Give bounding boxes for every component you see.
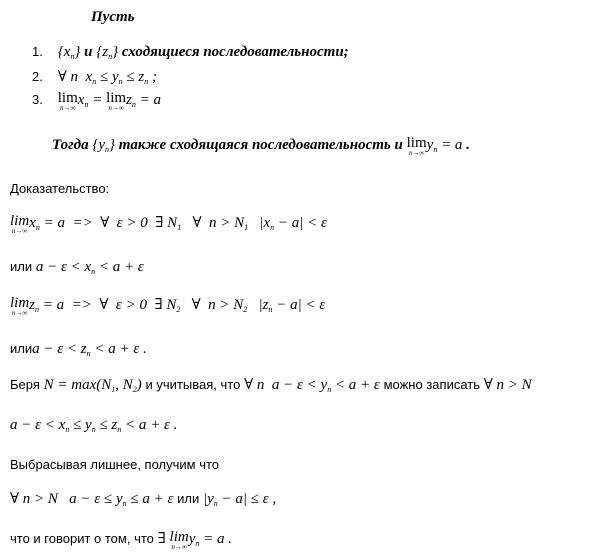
proof-line-1: lim n→∞ $x_n = a$ => ∀ ε > 0 ∃ $N_1$ ∀ $n > N_1$ $|x_n - a| < \varepsilon$ <box>10 213 327 235</box>
condition-1-seq-x: $\{x_n\}$ <box>57 44 81 61</box>
condition-2-number: 2. <box>32 69 43 84</box>
proof-line-7: Выбрасывая лишнее, получим что <box>10 457 220 472</box>
condition-1-and: и <box>84 44 93 60</box>
proof-line-3: lim n→∞ $z_n = a$ => ∀ ε > 0 ∃ $N_2$ ∀ $n > N_2$ $|z_n - a| < \varepsilon$ <box>10 295 326 317</box>
proof-line-8: ∀ n > N $a - \varepsilon \le y_n \le a + \varepsilon$ или $|y_n - a| \le \varepsilon$ , <box>10 491 277 508</box>
proof-heading: Доказательство: <box>10 181 110 196</box>
condition-3-number: 3. <box>32 92 43 107</box>
conclusion-lim: lim n→∞ <box>406 135 427 157</box>
condition-3: 3. lim n→∞ $x_n$ = lim n→∞ $z_n = a$ <box>32 90 162 112</box>
proof-line-2: или $a - \varepsilon < x_n < a + \varepsilon$ <box>10 259 144 276</box>
conclusion-text: также сходящаяся последовательность и <box>118 137 403 153</box>
conclusion-then: Тогда <box>52 137 89 153</box>
condition-3-lim-2: lim n→∞ <box>106 90 127 112</box>
condition-2-formula: ∀ n $x_n \le y_n \le z_n$ ; <box>57 69 157 86</box>
conclusion-seq: $\{y_n\}$ <box>92 137 116 154</box>
condition-1-seq-z: $\{z_n\}$ <box>96 44 119 61</box>
theorem-title: Пусть <box>91 9 135 25</box>
proof-line-6: $a - \varepsilon < x_n \le y_n \le z_n < a + \varepsilon$ . <box>10 417 178 434</box>
condition-1-tail: сходящиеся последовательности; <box>121 44 349 60</box>
proof-line-9: что и говорит о том, что ∃ lim n→∞ $y_n = a$ . <box>10 529 232 551</box>
condition-1-number: 1. <box>32 44 43 59</box>
conclusion: Тогда $\{y_n\}$ также сходящаяся последовательность и lim n→∞ $y_n = a$ . <box>52 135 470 157</box>
condition-2 <box>32 68 157 91</box>
proof-line-5: Беря $N = \max(N_1$, $N_2$) и учитывая, что ∀ n $a - \varepsilon < y_n < a + \varepsilon$ можно записать ∀ n > N <box>10 377 532 394</box>
condition-3-lim-1: lim n→∞ <box>57 90 78 112</box>
proof-line-4: илиa − $\varepsilon < z_n < a + \varepsilon$ . <box>10 341 147 358</box>
condition-1 <box>32 43 349 66</box>
